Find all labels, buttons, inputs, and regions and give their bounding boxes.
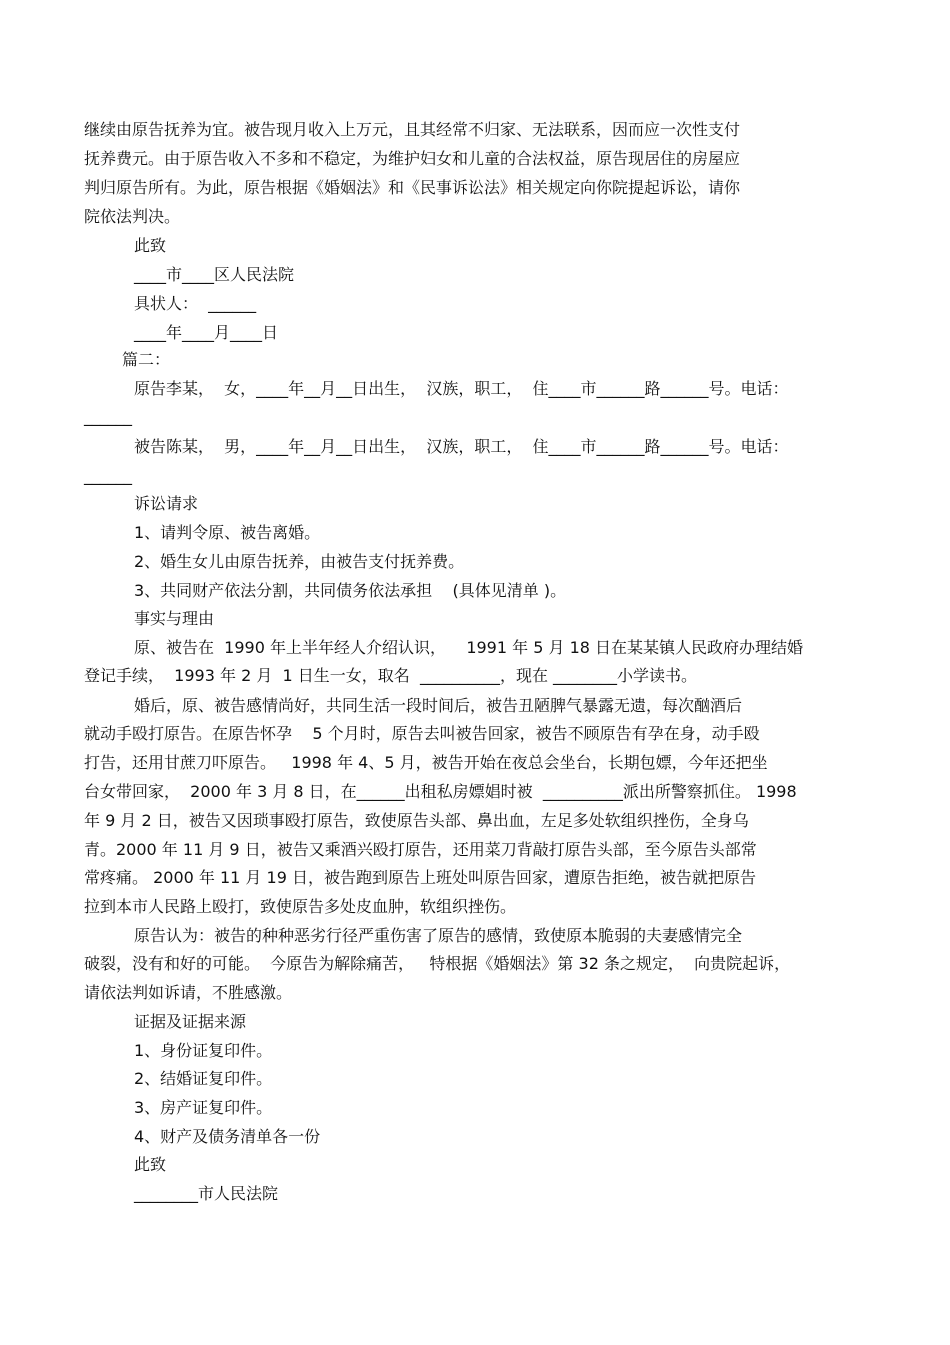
court-name: ________市人民法院	[134, 1184, 279, 1203]
body-line: 拉到本市人民路上殴打，致使原告多处皮血肿，软组织挫伤。	[84, 897, 517, 916]
body-line: 年 9 月 2 日，被告又因琐事殴打原告，致使原告头部、鼻出血，左足多处软组织挫伤，全身乌	[84, 811, 749, 830]
body-line: 抚养费元。由于原告收入不多和不稳定，为维护妇女和儿童的合法权益，原告现居住的房屋应	[84, 149, 741, 168]
body-line: 台女带回家， 2000 年 3 月 8 日，在______出租私房嫖娼时被 __________派出所警察抓住。 1998	[84, 782, 797, 801]
body-line: 破裂，没有和好的可能。 今原告为解除痛苦， 特根据《婚姻法》第 32 条之规定， 向贵院起诉，	[84, 954, 791, 973]
date-line: ____年____月____日	[134, 323, 279, 342]
plaintiff-line: 原告李某， 女，____年__月__日出生， 汉族，职工， 住____市______路______号。电话：	[134, 379, 789, 398]
list-item: 2、婚生女儿由原告抚养，由被告支付抚养费。	[134, 552, 465, 571]
body-line: 打告，还用甘蔗刀吓原告。 1998 年 4、5 月，被告开始在夜总会坐台，长期包嫖，今年还把坐	[84, 753, 768, 772]
section-heading: 诉讼请求	[134, 494, 199, 513]
body-line: 常疼痛。 2000 年 11 月 19 日，被告跑到原告上班处叫原告回家，遭原告拒绝，被告就把原告	[84, 868, 756, 887]
section-heading: 证据及证据来源	[134, 1012, 247, 1031]
list-item: 1、请判令原、被告离婚。	[134, 523, 321, 542]
salutation: 此致	[134, 1155, 167, 1174]
salutation: 此致	[134, 236, 167, 255]
body-line: 青。2000 年 11 月 9 日，被告又乘酒兴殴打原告，还用菜刀背敲打原告头部，至今原告头部常	[84, 840, 757, 859]
body-line: 就动手殴打原告。在原告怀孕 5 个月时，原告去叫被告回家，被告不顾原告有孕在身，动手殴	[84, 724, 760, 743]
body-line: 判归原告所有。为此，原告根据《婚姻法》和《民事诉讼法》相关规定向你院提起诉讼，请你	[84, 178, 741, 197]
list-item: 3、共同财产依法分割，共同债务依法承担 (具体见清单 )。	[134, 581, 567, 600]
section-heading: 篇二：	[122, 350, 171, 369]
body-line: 院依法判决。	[84, 207, 181, 226]
body-line: 原告认为：被告的种种恶劣行径严重伤害了原告的感情，致使原本脆弱的夫妻感情完全	[134, 926, 743, 945]
phone-blank: ______	[84, 407, 132, 426]
body-line: 原、被告在 1990 年上半年经人介绍认识， 1991 年 5 月 18 日在某某镇人民政府办理结婚	[134, 638, 804, 657]
signer-line: 具状人： ______	[134, 294, 257, 313]
list-item: 1、身份证复印件。	[134, 1041, 273, 1060]
section-heading: 事实与理由	[134, 609, 215, 628]
court-name: ____市____区人民法院	[134, 265, 295, 284]
defendant-line: 被告陈某， 男，____年__月__日出生， 汉族，职工， 住____市______路______号。电话：	[134, 437, 789, 456]
list-item: 3、房产证复印件。	[134, 1098, 273, 1117]
list-item: 2、结婚证复印件。	[134, 1069, 273, 1088]
list-item: 4、财产及债务清单各一份	[134, 1127, 321, 1146]
body-line: 婚后，原、被告感情尚好，共同生活一段时间后，被告丑陋脾气暴露无遗，每次酗酒后	[134, 696, 743, 715]
body-line: 继续由原告抚养为宜。被告现月收入上万元，且其经常不归家、无法联系，因而应一次性支付	[84, 120, 741, 139]
phone-blank: ______	[84, 466, 132, 485]
body-line: 登记手续， 1993 年 2 月 1 日生一女，取名 __________，现在 ________小学读书。	[84, 666, 698, 685]
body-line: 请依法判如诉请，不胜感激。	[84, 983, 293, 1002]
